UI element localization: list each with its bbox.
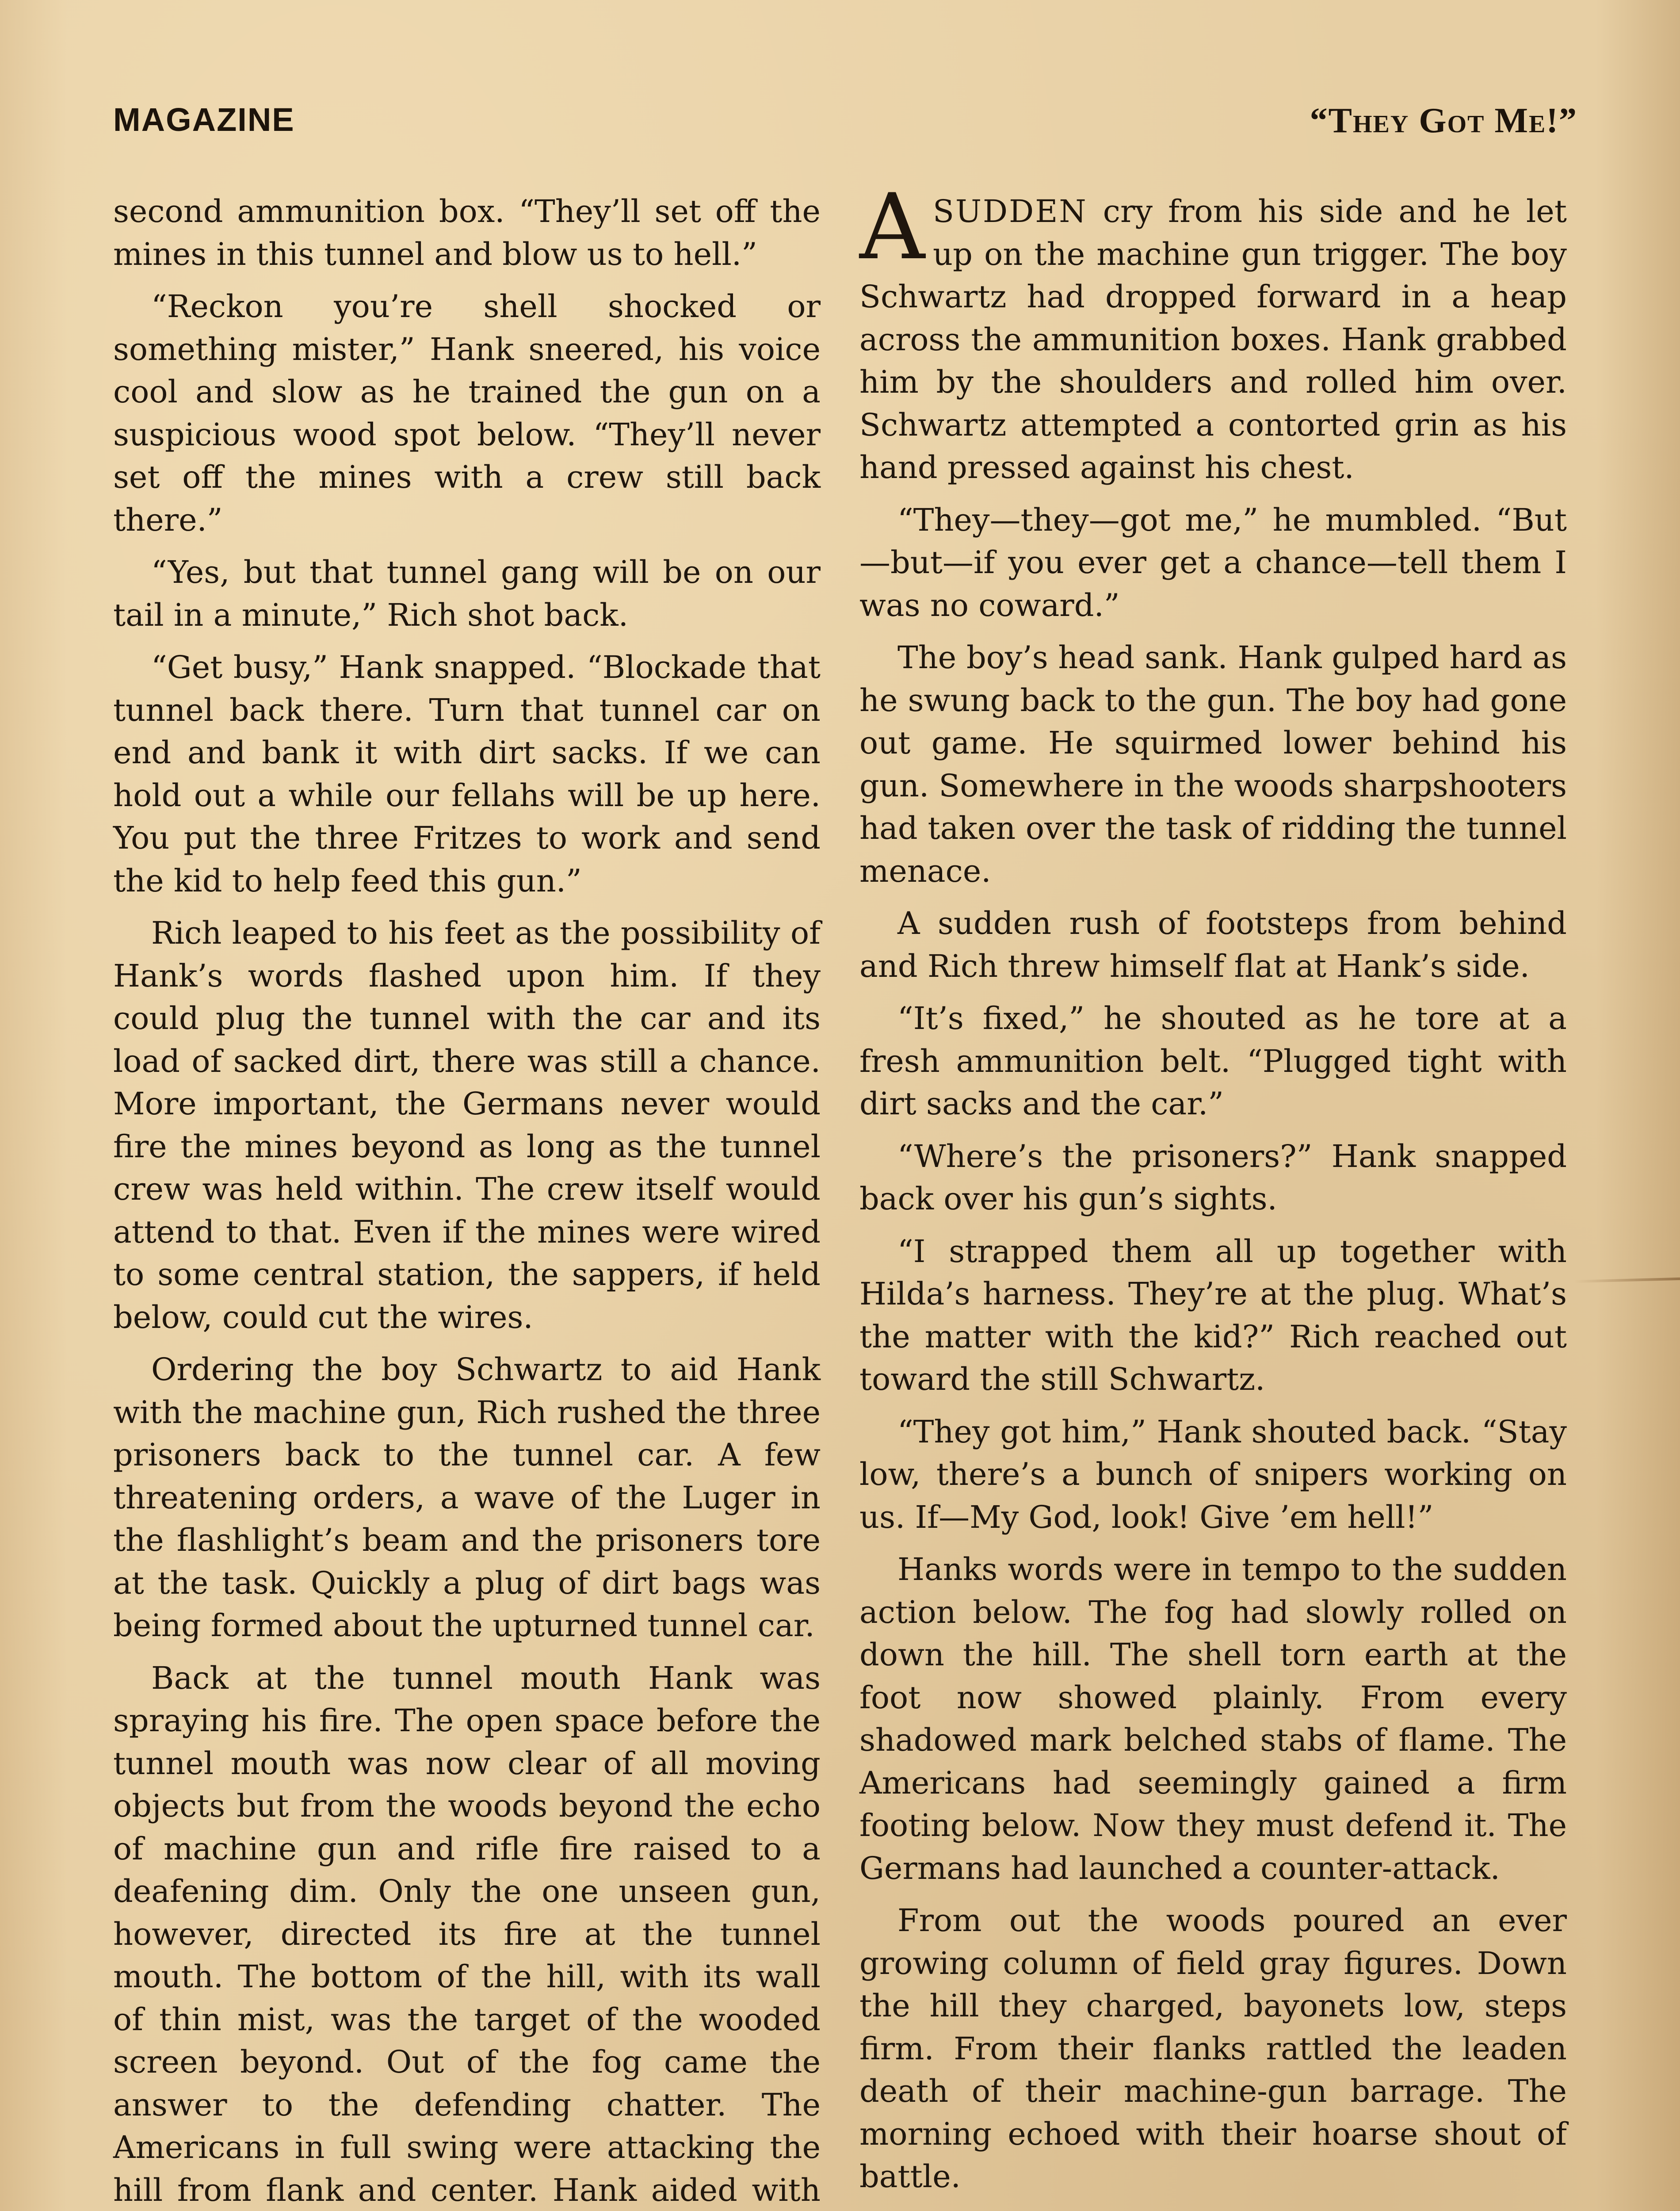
lead-caps: SUDDEN	[933, 193, 1088, 230]
paragraph: Back at the tunnel mouth Hank was spraying his fire. The open space before the tunnel mouth was now clear of all moving objects but from the woods beyond the echo of machine gun and rifle fire raised to a deafening dim. Only the one unseen gun, however, directed its fire at the tunnel mouth. The bottom of the hill, with its wall of thin mist, was the target of the wooded screen beyond. Out of the fog came the answer to the defending chatter. The Americans in full swing were attacking the hill from flank and center. Hank aided with	[113, 1660, 821, 2208]
paragraph: Ordering the boy Schwartz to aid Hank with the machine gun, Rich rushed the three prisoners back to the tunnel car. A few threatening orders, a wave of the Luger in the flashlight’s beam and the prisoners tore at the task. Quickly a plug of dirt bags was being formed about the upturned tunnel car.	[113, 1351, 821, 1644]
left-column	[113, 190, 821, 2211]
paragraph: The boy’s head sank. Hank gulped hard as he swung back to the gun. The boy had gone out game. He squirmed lower behind his gun. Somewhere in the woods sharpshooters had taken over the task of ridding the tunnel menace.	[859, 639, 1567, 889]
paragraph: Rich leaped to his feet as the possibility of Hank’s words flashed upon him. If they could plug the tunnel with the car and its load of sacked dirt, there was still a chance. More important, the Germans never would fire the mines beyond as long as the tunnel crew was held within. The crew itself would attend to that. Even if the mines were wired to some central station, the sappers, if held below, could cut the wires.	[113, 915, 821, 1335]
paragraph	[859, 2208, 1567, 2211]
paragraph: “It’s fixed,” he shouted as he tore at a fresh ammunition belt. “Plugged tight with dirt sacks and the car.”	[859, 1000, 1567, 1122]
paragraph: “Reckon you’re shell shocked or something mister,” Hank sneered, his voice cool and slow as he trained the gun on a suspicious wood spot below. “They’ll never set off the mines with a crew still back there.”	[113, 288, 821, 538]
paragraph: “Get busy,” Hank snapped. “Blockade that tunnel back there. Turn that tunnel car on end and bank it with dirt sacks. If we can hold out a while our fellahs will be up here. You put the three Fritzes to work and send the kid to help feed this gun.”	[113, 649, 821, 899]
paragraph: A sudden rush of footsteps from behind and Rich threw himself flat at Hank’s side.	[859, 905, 1567, 984]
opening-text: cry from his side and he let up on the machine gun trigger. The boy Schwartz had dropped forward in a heap across the ammunition boxes. Hank grabbed him by the shoulders and rolled him over. Schwartz attempted a contorted grin as his hand pressed against his chest.	[859, 193, 1567, 486]
opening-paragraph	[859, 175, 1567, 489]
paragraph: “They got him,” Hank shouted back. “Stay low, there’s a bunch of snipers working on us. If—My God, look! Give ’em hell!”	[859, 1413, 1567, 1535]
paragraph: second ammunition box. “They’ll set off the mines in this tunnel and blow us to hell.”	[113, 193, 821, 272]
paragraph: From out the woods poured an ever growing column of field gray figures. Down the hill they charged, bayonets low, steps firm. From their flanks rattled the leaden death of their machine-gun barrage. The morning echoed with their hoarse shout of battle.	[859, 1902, 1567, 2195]
drop-cap: A	[859, 175, 925, 280]
paper-tear	[1574, 1278, 1680, 1283]
paragraph: “I strapped them all up together with Hilda’s harness. They’re at the plug. What’s the matter with the kid?” Rich reached out toward the still Schwartz.	[859, 1233, 1567, 1397]
paragraph: “They—they—got me,” he mumbled. “But—but—if you ever get a chance—tell them I was no coward.”	[859, 501, 1567, 624]
paragraph: Hanks words were in tempo to the sudden action below. The fog had slowly rolled on down the hill. The shell torn earth at the foot now showed plainly. From every shadowed mark belched stabs of flame. The Americans had seemingly gained a firm footing below. Now they must defend it. The Germans had launched a counter-attack.	[859, 1551, 1567, 1886]
running-header-left: MAGAZINE	[113, 101, 295, 138]
right-column	[859, 175, 1567, 2211]
running-header-right: “They Got Me!”	[1310, 101, 1577, 140]
paragraph: “Yes, but that tunnel gang will be on our tail in a minute,” Rich shot back.	[113, 554, 821, 633]
paragraph: “Where’s the prisoners?” Hank snapped back over his gun’s sights.	[859, 1138, 1567, 1217]
